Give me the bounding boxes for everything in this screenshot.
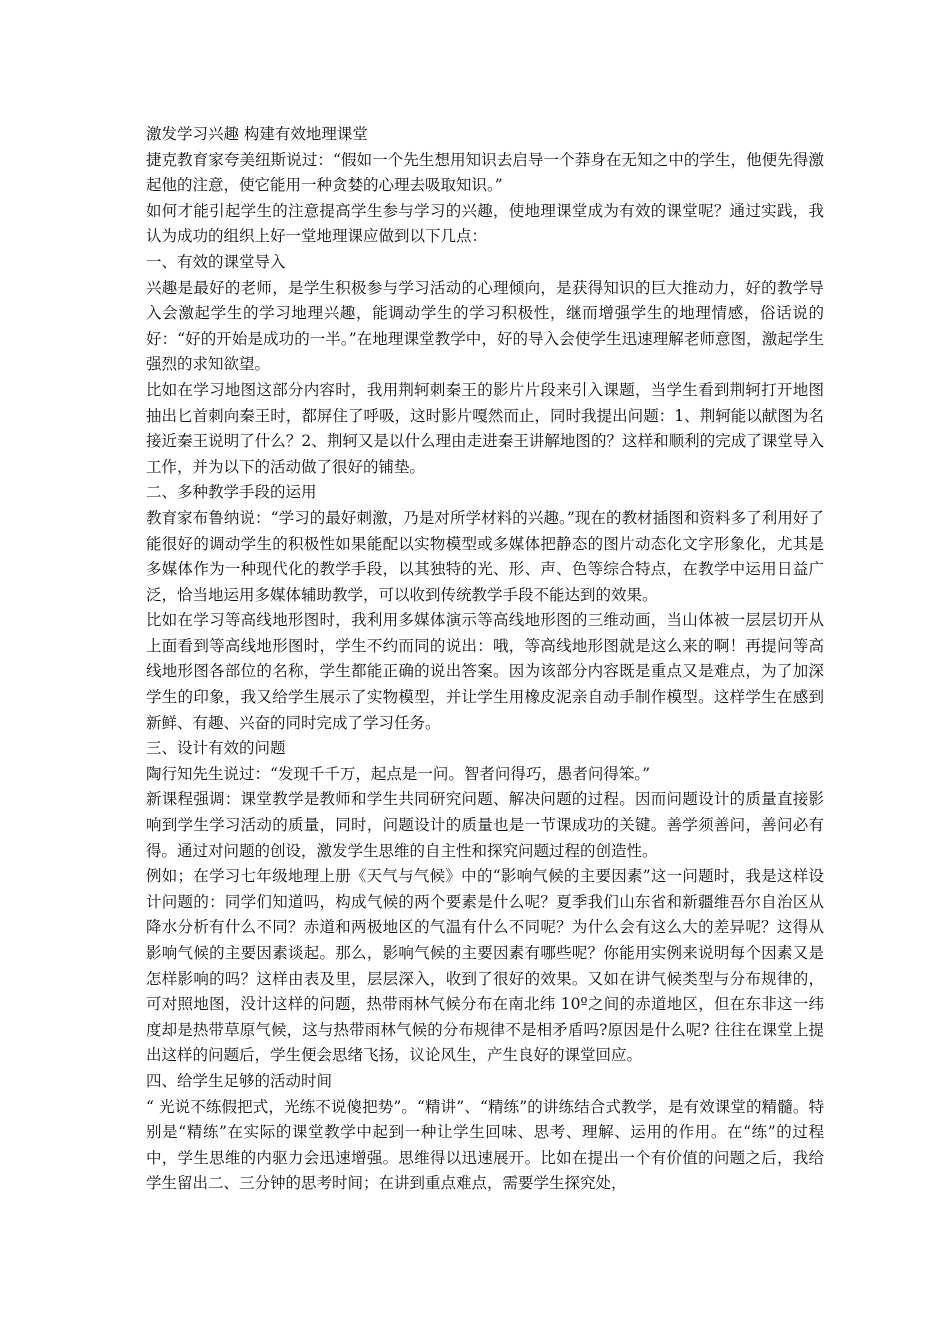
paragraph-map-example: 比如在学习地图这部分内容时，我用荆轲刺秦王的影片片段来引入课题，当学生看到荆轲打开地图抽出匕首刺向秦王时，都屏住了呼吸，这时影片嘎然而止，同时我提出问题：1、荆轲能以献图为名接近秦王说明了什么？2、荆轲又是以什么理由走进秦王讲解地图的？这样和顺利的完成了课堂导入工作，并为以下的活动做了很好的铺垫。 (146, 380, 824, 476)
document-page (146, 122, 824, 1197)
paragraph-new-curriculum: 新课程强调：课堂教学是教师和学生共同研究问题、解决问题的过程。因而问题设计的质量直接影响到学生学习活动的质量，同时，问题设计的质量也是一节课成功的关键。善学须善问，善问必有得。通过对问题的创设，激发学生思维的自主性和探究问题过程的创造性。 (146, 790, 824, 860)
paragraph-quote-intro: 捷克教育家夸美纽斯说过：“假如一个先生想用知识去启导一个莽身在无知之中的学生，他便先得激起他的注意，使它能用一种贪婪的心理去吸取知识。” (146, 150, 824, 195)
paragraph-practice: “ 光说不练假把式，光练不说傻把势”。“精讲”、“精练”的讲练结合式教学，是有效课堂的精髓。特别是“精练”在实际的课堂教学中起到一种让学生回味、思考、理解、运用的作用。在“练”的过程中，学生思维的内驱力会迅速增强。思维得以迅速展开。比如在提出一个有价值的问题之后，我给学生留出二、三分钟的思考时间；在讲到重点难点，需要学生探究处， (146, 1097, 824, 1193)
section-heading-1: 一、有效的课堂导入 (146, 252, 286, 271)
section-heading-3: 三、设计有效的问题 (146, 739, 286, 758)
paragraph-contour-example: 比如在学习等高线地形图时，我利用多媒体演示等高线地形图的三维动画，当山体被一层层切开从上面看到等高线地形图时，学生不约而同的说出：哦，等高线地形图就是这么来的啊！再提问等高线地形图各部位的名称，学生都能正确的说出答案。因为该部分内容既是重点又是难点，为了加深学生的印象，我又给学生展示了实物模型，并让学生用橡皮泥亲自动手制作模型。这样学生在感到新鲜、有趣、兴奋的同时完成了学习任务。 (146, 611, 824, 732)
paragraph-question: 如何才能引起学生的注意提高学生参与学习的兴趣，使地理课堂成为有效的课堂呢？通过实践，我认为成功的组织上好一堂地理课应做到以下几点： (146, 201, 824, 246)
document-title: 激发学习兴趣 构建有效地理课堂 (146, 125, 368, 143)
section-heading-2: 二、多种教学手段的运用 (146, 483, 317, 502)
paragraph-tao-quote: 陶行知先生说过：“发现千千万，起点是一问。智者问得巧，愚者问得笨。” (146, 764, 651, 783)
section-heading-4: 四、给学生足够的活动时间 (146, 1071, 333, 1090)
paragraph-bruner: 教育家布鲁纳说：“学习的最好刺激，乃是对所学材料的兴趣。”现在的教材插图和资料多了利用好了能很好的调动学生的积极性如果能配以实物模型或多媒体把静态的图片动态化文字形象化，尤其是多媒体作为一种现代化的教学手段，以其独特的光、形、声、色等综合特点，在教学中运用日益广泛，恰当地运用多媒体辅助教学，可以收到传统教学手段不能达到的效果。 (146, 508, 824, 604)
paragraph-interest: 兴趣是最好的老师，是学生积极参与学习活动的心理倾向，是获得知识的巨大推动力，好的教学导入会激起学生的学习地理兴趣，能调动学生的学习积极性，继而增强学生的地理情感，俗话说的好：“好的开始是成功的一半。”在地理课堂教学中，好的导入会使学生迅速理解老师意图，激起学生强烈的求知欲望。 (146, 278, 824, 374)
paragraph-climate-example: 例如；在学习七年级地理上册《天气与气候》中的“影响气候的主要因素”这一问题时，我是这样设计问题的：同学们知道吗，构成气候的两个要素是什么呢？夏季我们山东省和新疆维吾尔自治区从降水分析有什么不同？赤道和两极地区的气温有什么不同呢？为什么会有这么大的差异呢？这得从影响气候的主要因素谈起。那么，影响气候的主要因素有哪些呢？你能用实例来说明每个因素又是怎样影响的吗？这样由表及里，层层深入，收到了很好的效果。又如在讲气候类型与分布规律的，可对照地图，没计这样的问题，热带雨林气候分布在南北纬 10º之间的赤道地区，但在东非这一纬度却是热带草原气候，这与热带雨林气候的分布规律不是相矛盾吗?原因是什么呢? 往往在课堂上提出这样的问题后，学生便会思绪飞扬，议论风生，产生良好的课堂回应。 (146, 867, 824, 1065)
